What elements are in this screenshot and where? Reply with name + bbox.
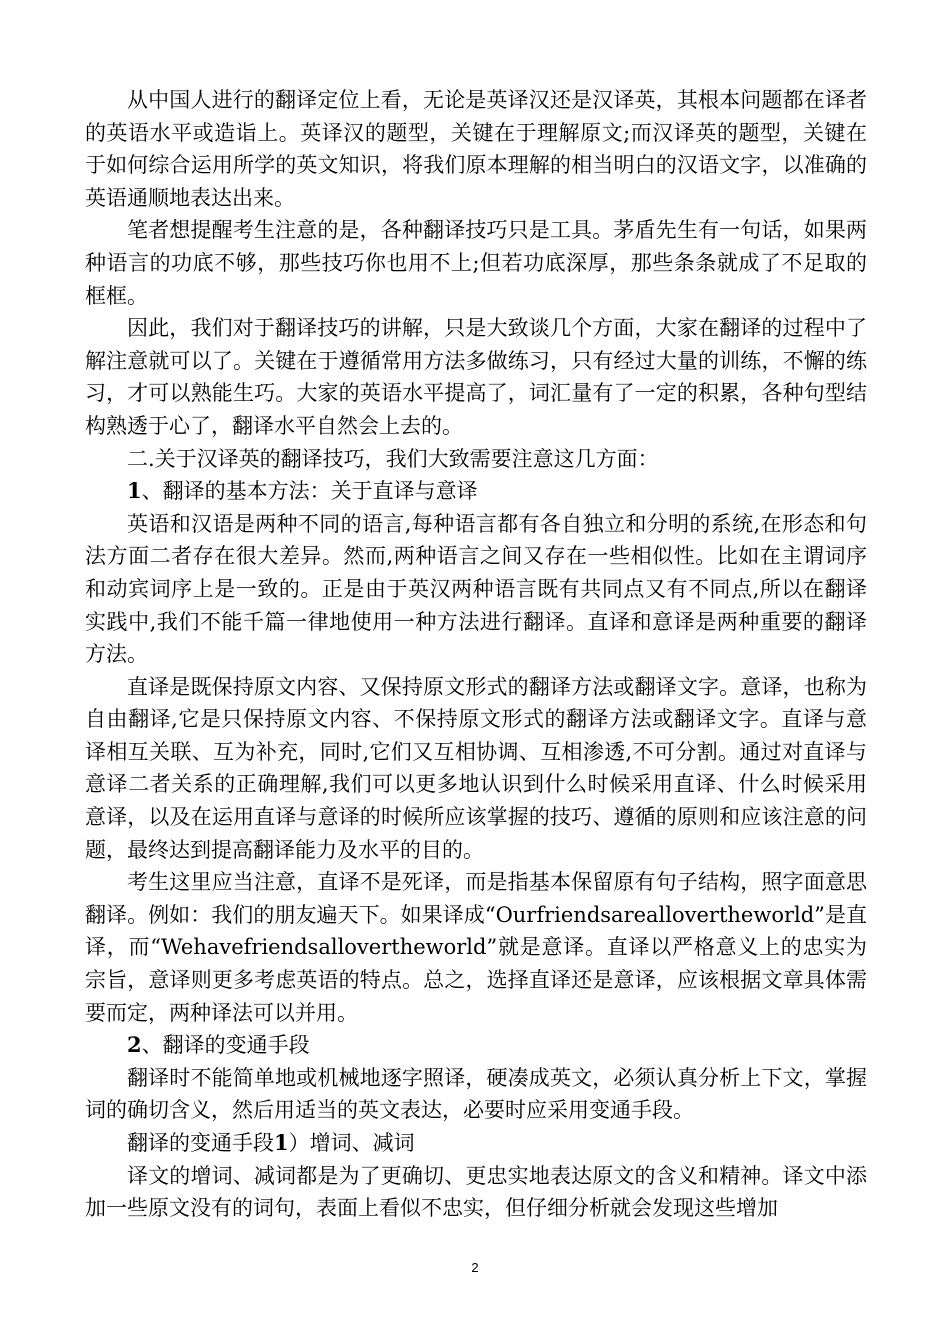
- body-paragraph: 笔者想提醒考生注意的是，各种翻译技巧只是工具。茅盾先生有一句话，如果两种语言的功底不够，那些技巧你也用不上;但若功底深厚，那些条条就成了不足取的框框。: [85, 218, 867, 308]
- section-title: 、翻译的变通手段: [141, 1033, 310, 1058]
- subsection-number: 1: [274, 1130, 289, 1155]
- section-heading-1: [85, 475, 867, 508]
- body-paragraph: 考生这里应当注意，直译不是死译，而是指基本保留原有句子结构，照字面意思翻译。例如：我们的朋友遍天下。如果译成“Ourfriendsareallovertheworld”是直译，而“Wehavefriendsallovertheworld”就是意译。直译以严格意义上的忠实为宗旨，意译则更多考虑英语的特点。总之，选择直译还是意译，应该根据文章具体需要而定，两种译法可以并用。: [85, 870, 867, 1025]
- section-title: 、翻译的基本方法：关于直译与意译: [141, 479, 478, 504]
- body-paragraph: 译文的增词、减词都是为了更确切、更忠实地表达原文的含义和精神。译文中添加一些原文没有的词句，表面上看似不忠实，但仔细分析就会发现这些增加: [85, 1163, 867, 1221]
- body-paragraph: 因此，我们对于翻译技巧的讲解，只是大致谈几个方面，大家在翻译的过程中了解注意就可以了。关键在于遵循常用方法多做练习，只有经过大量的训练，不懈的练习，才可以熟能生巧。大家的英语水平提高了，词汇量有了一定的积累，各种句型结构熟透于心了，翻译水平自然会上去的。: [85, 316, 867, 438]
- body-paragraph: 从中国人进行的翻译定位上看，无论是英译汉还是汉译英，其根本问题都在译者的英语水平或造诣上。英译汉的题型，关键在于理解原文;而汉译英的题型，关键在于如何综合运用所学的英文知识，将我们原本理解的相当明白的汉语文字，以准确的英语通顺地表达出来。: [85, 88, 867, 210]
- section-intro-paragraph: 二.关于汉译英的翻译技巧，我们大致需要注意这几方面：: [127, 446, 659, 471]
- subsection-prefix: 翻译的变通手段: [127, 1131, 274, 1155]
- subsection-title: ）增词、减词: [288, 1131, 415, 1155]
- body-paragraph: 直译是既保持原文内容、又保持原文形式的翻译方法或翻译文字。意译，也称为自由翻译,它是只保持原文内容、不保持原文形式的翻译方法或翻译文字。直译与意译相互关联、互为补充，同时,它们又互相协调、互相渗透,不可分割。通过对直译与意译二者关系的正确理解,我们可以更多地认识到什么时候采用直译、什么时候采用意译，以及在运用直译与意译的时候所应该掌握的技巧、遵循的原则和应该注意的问题，最终达到提高翻译能力及水平的目的。: [85, 674, 867, 862]
- body-paragraph: 翻译时不能简单地或机械地逐字照译，硬凑成英文，必须认真分析上下文，掌握词的确切含义，然后用适当的英文表达，必要时应采用变通手段。: [85, 1065, 867, 1123]
- document-page: [85, 84, 867, 1225]
- body-paragraph: 英语和汉语是两种不同的语言,每种语言都有各自独立和分明的系统,在形态和句法方面二者存在很大差异。然而,两种语言之间又存在一些相似性。比如在主谓词序和动宾词序上是一致的。正是由于英汉两种语言既有共同点又有不同点,所以在翻译实践中,我们不能千篇一律地使用一种方法进行翻译。直译和意译是两种重要的翻译方法。: [85, 511, 867, 667]
- subsection-heading-1: [85, 1127, 867, 1160]
- page-number: 2: [471, 1260, 479, 1275]
- section-heading-2: [85, 1029, 867, 1062]
- section-number: 1: [127, 478, 142, 504]
- section-number: 2: [127, 1032, 142, 1058]
